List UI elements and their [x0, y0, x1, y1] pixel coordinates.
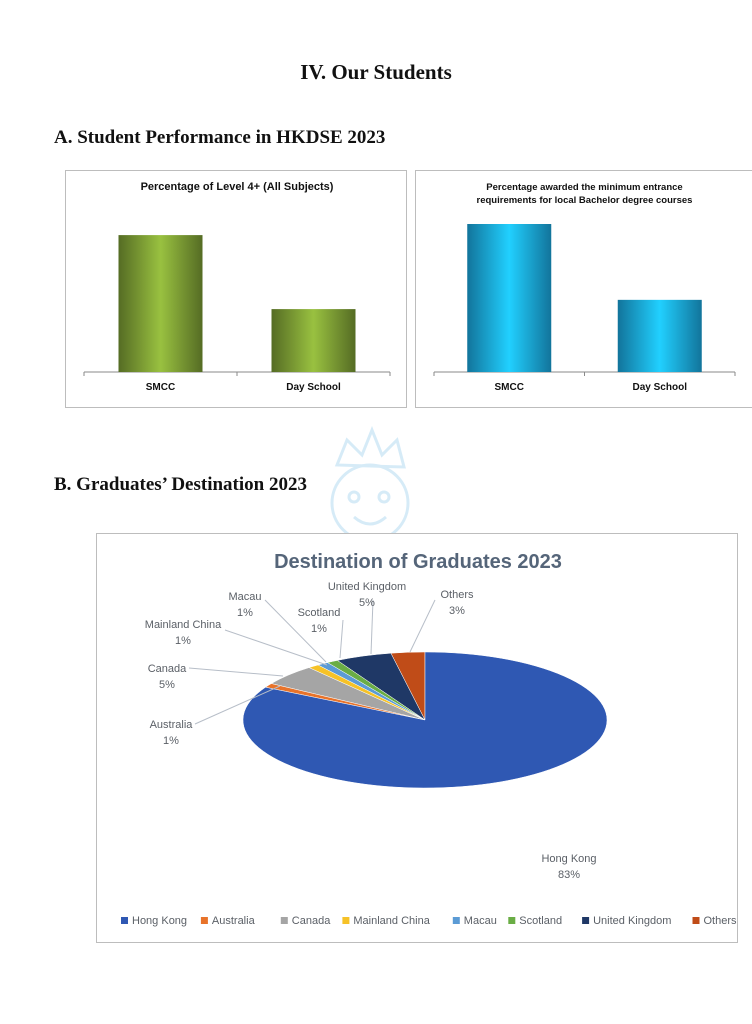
data-label-name: Australia [149, 719, 193, 731]
leader-line [340, 620, 343, 658]
legend-label: United Kingdom [593, 915, 672, 927]
category-label: SMCC [494, 382, 524, 393]
chart-title-line: Percentage of Level 4+ (All Subjects) [140, 181, 334, 193]
leader-line [189, 668, 283, 676]
section-a-heading: A. Student Performance in HKDSE 2023 [54, 127, 386, 148]
data-label-value: 1% [311, 623, 327, 635]
data-label-name: Scotland [297, 607, 341, 619]
legend-swatch [121, 917, 128, 924]
chart-title-line: requirements for local Bachelor degree courses [476, 195, 693, 206]
data-label-value: 5% [159, 679, 175, 691]
pie-title: Destination of Graduates 2023 [274, 551, 562, 573]
data-label-value: 5% [359, 597, 375, 609]
bar-day-school [272, 309, 356, 372]
legend-swatch [453, 917, 460, 924]
data-label-value: 1% [163, 735, 179, 747]
chart-title-line: Percentage awarded the minimum entrance [486, 182, 683, 193]
data-label-name: Mainland China [144, 619, 222, 631]
legend-label: Macau [463, 915, 497, 927]
page-title: IV. Our Students [300, 60, 452, 84]
legend-swatch [693, 917, 700, 924]
leader-line [410, 600, 435, 652]
data-label-value: 83% [557, 869, 581, 881]
section-b-heading: B. Graduates’ Destination 2023 [54, 474, 307, 495]
category-label: SMCC [145, 382, 176, 393]
legend-label: Australia [211, 915, 255, 927]
legend-swatch [201, 917, 208, 924]
category-label: Day School [632, 382, 687, 393]
legend-label: Hong Kong [132, 915, 188, 927]
data-label-name: Canada [147, 663, 187, 675]
legend-swatch [582, 917, 589, 924]
legend-label: Others [703, 915, 737, 927]
data-label-name: Others [440, 589, 474, 601]
bar-day-school [618, 300, 702, 372]
level4-bar-chart [65, 170, 407, 408]
destination-chart-svg [97, 534, 739, 944]
category-label: Day School [286, 382, 341, 393]
data-label-name: Hong Kong [541, 853, 597, 865]
data-label-value: 1% [175, 635, 191, 647]
legend-swatch [508, 917, 515, 924]
legend-label: Scotland [519, 915, 563, 927]
data-label-value: 1% [237, 607, 253, 619]
entrance-requirements-bar-chart [415, 170, 752, 408]
data-label-name: Macau [228, 591, 262, 603]
legend-swatch [281, 917, 288, 924]
data-label-name: United Kingdom [327, 581, 407, 593]
bar-smcc [119, 235, 203, 372]
bar-smcc [467, 224, 551, 372]
data-label-value: 3% [449, 605, 465, 617]
legend-label: Canada [291, 915, 331, 927]
destination-pie-chart [96, 533, 738, 943]
level4-chart-svg [66, 171, 408, 409]
entrance-chart-svg [416, 171, 752, 409]
legend-swatch [342, 917, 349, 924]
legend-label: Mainland China [353, 915, 430, 927]
